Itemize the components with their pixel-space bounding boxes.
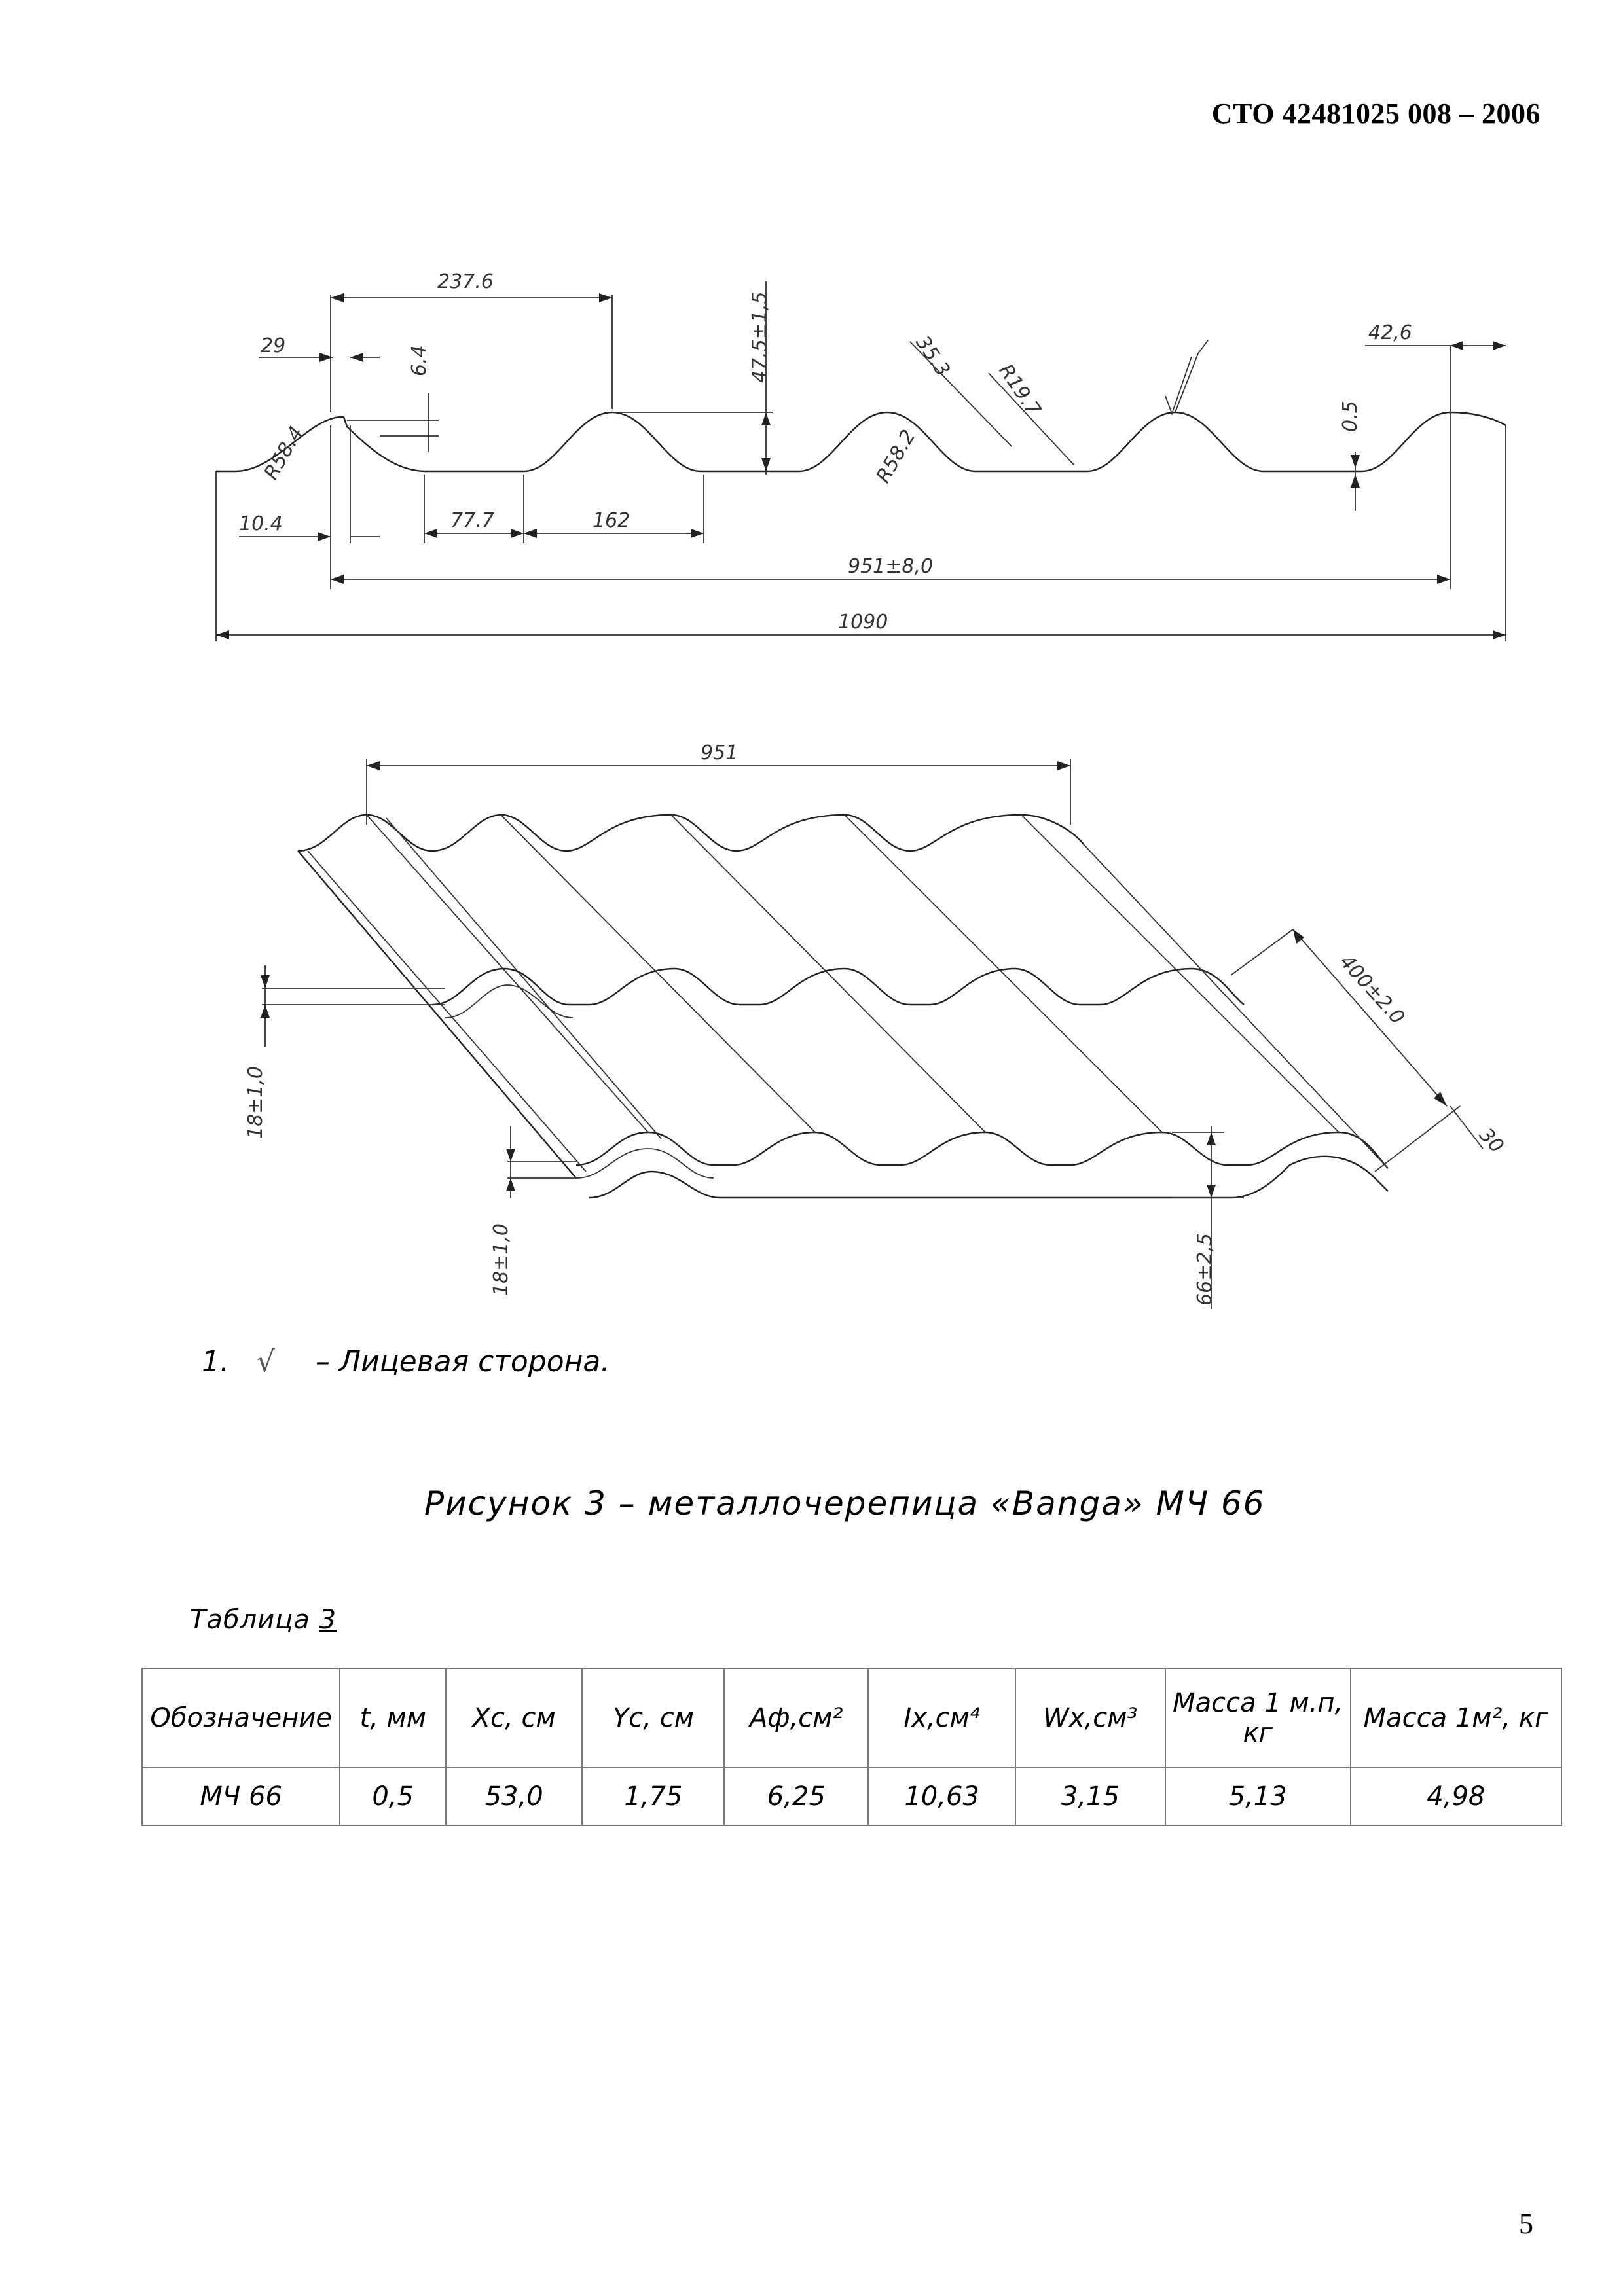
dim-step: 400±2.0 [1335,950,1410,1030]
note-text: – Лицевая сторона. [316,1345,610,1378]
dim-10-4: 10.4 [239,512,283,535]
table-header-cell: Xc, см [446,1668,582,1768]
table-header-cell: t, мм [340,1668,446,1768]
table-label-prefix: Таблица [190,1605,319,1635]
table-cell: 0,5 [340,1768,446,1825]
table-header-row [142,1668,1561,1768]
dim-r58-4: R58.4 [259,422,308,484]
dim-42-6: 42,6 [1368,321,1412,344]
face-side-note [202,1345,610,1378]
profile-drawing [216,270,1506,641]
dim-r19-7: R19.7 [994,359,1046,421]
table-header-cell: Yc, см [582,1668,724,1768]
dim-6-4: 6.4 [408,345,431,376]
table-cell: 53,0 [446,1768,582,1825]
dim-r58-2: R58.2 [871,425,921,487]
table-label [190,1605,337,1635]
check-mark-icon: √ [256,1345,276,1378]
document-code: СТО 42481025 008 – 2006 [1211,98,1541,130]
table-header-cell: Ix,см⁴ [868,1668,1015,1768]
dim-h18-b: 18±1,0 [490,1223,513,1296]
table-header-cell: Масса 1м², кг [1351,1668,1561,1768]
table-cell: МЧ 66 [142,1768,340,1825]
page-number: 5 [1519,2208,1533,2240]
dim-step-30: 30 [1474,1123,1508,1158]
dim-useful-width: 951±8,0 [848,555,934,578]
table-cell: 6,25 [724,1768,868,1825]
dim-pitch: 237.6 [437,270,494,293]
table-cell: 4,98 [1351,1768,1561,1825]
table-cell: 3,15 [1015,1768,1165,1825]
figure-caption: Рисунок 3 – металлочерепица «Banga» МЧ 66 [424,1484,1266,1522]
dim-35-3: 35.3 [911,331,955,381]
dim-162: 162 [593,509,630,532]
profile-curve [216,412,1506,471]
table-row [142,1768,1561,1825]
dim-h66: 66±2,5 [1194,1232,1216,1306]
table-cell: 5,13 [1165,1768,1351,1825]
table-cell: 1,75 [582,1768,724,1825]
dim-77-7: 77.7 [450,509,494,532]
spec-table [141,1668,1562,1826]
table-label-number: 3 [319,1605,337,1635]
table-header-cell: Wx,см³ [1015,1668,1165,1768]
note-number: 1. [202,1345,229,1378]
dim-iso-951: 951 [701,742,739,764]
dim-total-width: 1090 [838,611,888,634]
table-header-cell: Обозначение [142,1668,340,1768]
table-header-cell: Aф,см² [724,1668,868,1768]
isometric-drawing [244,742,1508,1309]
dim-29: 29 [261,334,286,357]
dim-0-5: 0.5 [1339,401,1362,432]
dim-height: 47.5±1,5 [748,291,771,383]
table-header-cell: Масса 1 м.п, кг [1165,1668,1351,1768]
dim-h18-a: 18±1,0 [244,1066,267,1139]
table-cell: 10,63 [868,1768,1015,1825]
